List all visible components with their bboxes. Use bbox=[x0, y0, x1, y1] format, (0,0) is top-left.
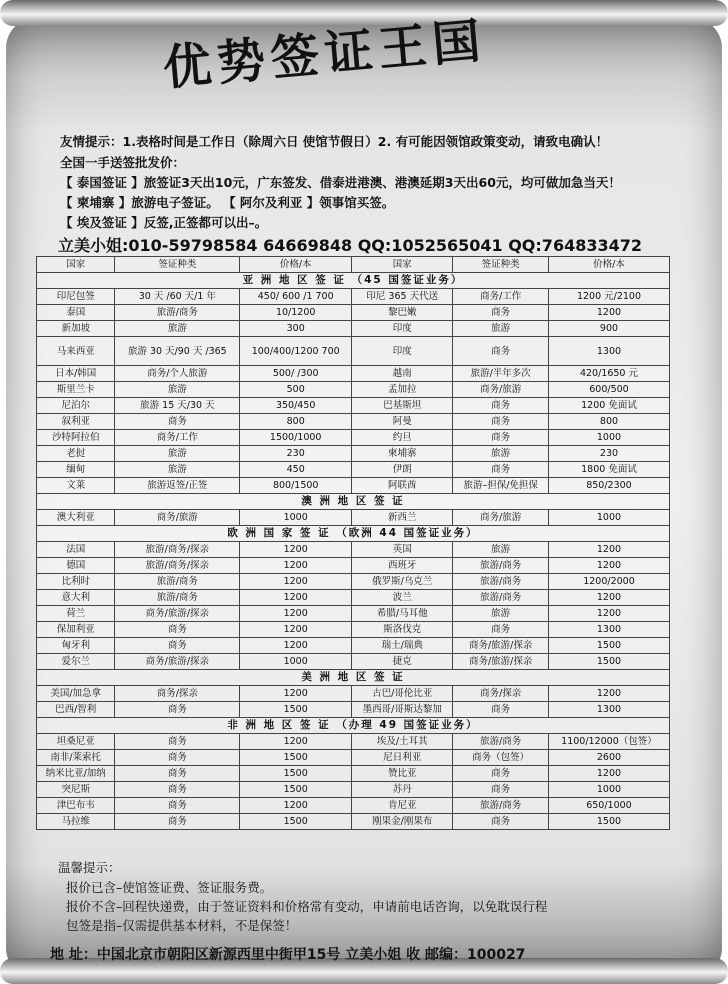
price-cell: 1000 bbox=[548, 510, 669, 526]
country-cell: 比利时 bbox=[37, 574, 115, 590]
visa-type-cell: 旅游 30 天/90 天 /365 bbox=[115, 337, 240, 366]
visa-type-cell: 30 天 /60 天/1 年 bbox=[115, 289, 240, 305]
visa-type-cell: 商务 bbox=[453, 414, 549, 430]
header-country: 国家 bbox=[352, 257, 453, 273]
table-row bbox=[37, 766, 670, 782]
table-row bbox=[37, 305, 670, 321]
visa-type-cell: 商务/工作 bbox=[115, 430, 240, 446]
visa-type-cell: 商务 bbox=[115, 766, 240, 782]
notice-line: 友情提示：1.表格时间是工作日（除周六日 使馆节假日）2. 有可能因领馆政策变动，请致电确认！ bbox=[60, 134, 609, 149]
visa-type-cell: 商务/探亲 bbox=[115, 686, 240, 702]
country-cell: 约旦 bbox=[352, 430, 453, 446]
country-cell: 保加利亚 bbox=[37, 622, 115, 638]
visa-type-cell: 旅游/商务 bbox=[453, 558, 549, 574]
header-price: 价格/本 bbox=[240, 257, 352, 273]
price-cell: 1000 bbox=[548, 782, 669, 798]
visa-type-cell: 旅游/商务 bbox=[115, 590, 240, 606]
visa-type-cell: 商务 bbox=[453, 305, 549, 321]
country-cell: 坦桑尼亚 bbox=[37, 734, 115, 750]
price-cell: 1200 bbox=[240, 558, 352, 574]
country-cell: 英国 bbox=[352, 542, 453, 558]
country-cell: 波兰 bbox=[352, 590, 453, 606]
table-row bbox=[37, 750, 670, 766]
visa-type-cell: 旅游返签/正签 bbox=[115, 478, 240, 494]
country-cell: 巴基斯坦 bbox=[352, 398, 453, 414]
price-cell: 10/1200 bbox=[240, 305, 352, 321]
visa-type-cell: 商务 bbox=[453, 702, 549, 718]
section-title: 澳 洲 地 区 签 证 bbox=[37, 494, 670, 510]
visa-type-cell: 旅游/半年多次 bbox=[453, 366, 549, 382]
table-row bbox=[37, 622, 670, 638]
table-row bbox=[37, 289, 670, 305]
price-cell: 1500 bbox=[240, 702, 352, 718]
visa-type-cell: 旅游/商务 bbox=[453, 574, 549, 590]
table-body bbox=[37, 273, 670, 830]
country-cell: 意大利 bbox=[37, 590, 115, 606]
country-cell: 法国 bbox=[37, 542, 115, 558]
visa-type-cell: 旅游 15 天/30 天 bbox=[115, 398, 240, 414]
visa-type-cell: 商务 bbox=[453, 462, 549, 478]
table-row bbox=[37, 398, 670, 414]
visa-type-cell: 商务 bbox=[115, 702, 240, 718]
visa-type-cell: 旅游 bbox=[453, 606, 549, 622]
price-cell: 1200 bbox=[548, 606, 669, 622]
country-cell: 南非/莱索托 bbox=[37, 750, 115, 766]
price-cell: 1200 bbox=[548, 766, 669, 782]
price-cell: 1500 bbox=[240, 750, 352, 766]
country-cell: 德国 bbox=[37, 558, 115, 574]
country-cell: 苏丹 bbox=[352, 782, 453, 798]
country-cell: 老挝 bbox=[37, 446, 115, 462]
table-row bbox=[37, 366, 670, 382]
country-cell: 美国/加急拿 bbox=[37, 686, 115, 702]
table-row bbox=[37, 798, 670, 814]
price-cell: 1500 bbox=[548, 814, 669, 830]
price-cell: 1200 bbox=[548, 686, 669, 702]
price-cell: 500/ /300 bbox=[240, 366, 352, 382]
price-cell: 450 bbox=[240, 462, 352, 478]
table-row bbox=[37, 638, 670, 654]
price-cell: 1500 bbox=[240, 782, 352, 798]
country-cell: 刚果金/刚果布 bbox=[352, 814, 453, 830]
country-cell: 巴西/智利 bbox=[37, 702, 115, 718]
address-line: 地 址：中国北京市朝阳区新源西里中街甲15号 立美小姐 收 邮编：100027 bbox=[50, 947, 526, 963]
price-cell: 1200 bbox=[240, 574, 352, 590]
country-cell: 泰国 bbox=[37, 305, 115, 321]
table-row bbox=[37, 606, 670, 622]
visa-type-cell: 旅游 bbox=[453, 542, 549, 558]
section-title: 美 洲 地 区 签 证 bbox=[37, 670, 670, 686]
price-cell: 1200/2000 bbox=[548, 574, 669, 590]
price-cell: 1200 bbox=[548, 542, 669, 558]
country-cell: 柬埔寨 bbox=[352, 446, 453, 462]
price-cell: 1200 元/2100 bbox=[548, 289, 669, 305]
header-visa-type: 签证种类 bbox=[453, 257, 549, 273]
visa-type-cell: 商务 bbox=[115, 414, 240, 430]
header-price: 价格/本 bbox=[548, 257, 669, 273]
visa-type-cell: 旅游 bbox=[453, 321, 549, 337]
visa-type-cell: 商务 bbox=[453, 430, 549, 446]
visa-type-cell: 商务 bbox=[453, 622, 549, 638]
header-visa-type: 签证种类 bbox=[115, 257, 240, 273]
visa-type-cell: 商务/旅游/探亲 bbox=[115, 606, 240, 622]
country-cell: 爱尔兰 bbox=[37, 654, 115, 670]
price-cell: 100/400/1200 700 bbox=[240, 337, 352, 366]
country-cell: 突尼斯 bbox=[37, 782, 115, 798]
table-row bbox=[37, 734, 670, 750]
country-cell: 新加坡 bbox=[37, 321, 115, 337]
visa-type-cell: 旅游/商务 bbox=[453, 798, 549, 814]
country-cell: 印度 bbox=[352, 321, 453, 337]
visa-type-cell: 商务 bbox=[453, 814, 549, 830]
price-cell: 1500 bbox=[240, 766, 352, 782]
country-cell: 阿联酋 bbox=[352, 478, 453, 494]
price-cell: 650/1000 bbox=[548, 798, 669, 814]
country-cell: 澳大利亚 bbox=[37, 510, 115, 526]
country-cell: 叙利亚 bbox=[37, 414, 115, 430]
country-cell: 墨西哥/哥斯达黎加 bbox=[352, 702, 453, 718]
table-row bbox=[37, 446, 670, 462]
visa-type-cell: 商务/旅游 bbox=[453, 382, 549, 398]
notice-line: 【 埃及签证 】反签,正签都可以出–。 bbox=[60, 215, 268, 230]
country-cell: 尼日利亚 bbox=[352, 750, 453, 766]
price-cell: 1000 bbox=[240, 654, 352, 670]
price-cell: 2600 bbox=[548, 750, 669, 766]
visa-type-cell: 商务/旅游 bbox=[115, 510, 240, 526]
visa-type-cell: 商务/旅游/探亲 bbox=[453, 638, 549, 654]
price-cell: 1200 bbox=[548, 305, 669, 321]
price-cell: 1300 bbox=[548, 622, 669, 638]
price-cell: 420/1650 元 bbox=[548, 366, 669, 382]
country-cell: 印尼 365 天代送 bbox=[352, 289, 453, 305]
visa-type-cell: 旅游 bbox=[115, 446, 240, 462]
table-row bbox=[37, 321, 670, 337]
table-row bbox=[37, 430, 670, 446]
price-cell: 1100/12000（包签） bbox=[548, 734, 669, 750]
visa-type-cell: 商务/旅游 bbox=[453, 510, 549, 526]
price-cell: 450/ 600 /1 700 bbox=[240, 289, 352, 305]
price-cell: 1300 bbox=[548, 337, 669, 366]
table-row bbox=[37, 686, 670, 702]
visa-type-cell: 商务 bbox=[453, 766, 549, 782]
table-header-row bbox=[37, 257, 670, 273]
visa-type-cell: 旅游 bbox=[115, 462, 240, 478]
visa-type-cell: 旅游/商务 bbox=[453, 590, 549, 606]
table-row bbox=[37, 382, 670, 398]
price-cell: 230 bbox=[548, 446, 669, 462]
country-cell: 日本/韩国 bbox=[37, 366, 115, 382]
section-title: 欧 洲 国 家 签 证 （欧洲 44 国签证业务） bbox=[37, 526, 670, 542]
price-cell: 1300 bbox=[548, 702, 669, 718]
price-cell: 1500/1000 bbox=[240, 430, 352, 446]
country-cell: 瑞士/瑞典 bbox=[352, 638, 453, 654]
visa-type-cell: 旅游/商务 bbox=[115, 305, 240, 321]
country-cell: 马拉维 bbox=[37, 814, 115, 830]
price-cell: 1500 bbox=[548, 654, 669, 670]
visa-type-cell: 商务/旅游/探亲 bbox=[453, 654, 549, 670]
country-cell: 捷克 bbox=[352, 654, 453, 670]
visa-type-cell: 商务 bbox=[453, 398, 549, 414]
price-cell: 850/2300 bbox=[548, 478, 669, 494]
country-cell: 伊朗 bbox=[352, 462, 453, 478]
visa-type-cell: 商务 bbox=[115, 622, 240, 638]
table-row bbox=[37, 510, 670, 526]
footer-line: 包签是指–仅需提供基本材料，不是保签！ bbox=[66, 918, 298, 933]
price-cell: 1200 bbox=[548, 558, 669, 574]
price-cell: 1200 bbox=[240, 542, 352, 558]
notice-line: 全国一手送签批发价： bbox=[60, 155, 186, 170]
price-cell: 1000 bbox=[548, 430, 669, 446]
visa-type-cell: 商务 bbox=[453, 337, 549, 366]
footer-line: 报价已含–使馆签证费、签证服务费。 bbox=[66, 880, 273, 895]
country-cell: 埃及/土耳其 bbox=[352, 734, 453, 750]
price-cell: 1200 bbox=[240, 622, 352, 638]
price-cell: 1000 bbox=[240, 510, 352, 526]
country-cell: 黎巴嫩 bbox=[352, 305, 453, 321]
country-cell: 印度 bbox=[352, 337, 453, 366]
price-cell: 800 bbox=[240, 414, 352, 430]
table-row bbox=[37, 558, 670, 574]
table-row bbox=[37, 702, 670, 718]
visa-type-cell: 商务 bbox=[115, 782, 240, 798]
header-country: 国家 bbox=[37, 257, 115, 273]
visa-type-cell: 商务/旅游/探亲 bbox=[115, 654, 240, 670]
visa-type-cell: 商务 bbox=[115, 750, 240, 766]
notice-line: 【 柬埔寨 】旅游电子签证。 【 阿尔及利亚 】领事馆买签。 bbox=[60, 195, 395, 210]
visa-type-cell: 商务 bbox=[115, 638, 240, 654]
table-row bbox=[37, 462, 670, 478]
visa-type-cell: 旅游/商务/探亲 bbox=[115, 558, 240, 574]
country-cell: 俄罗斯/乌克兰 bbox=[352, 574, 453, 590]
visa-type-cell: 商务 bbox=[115, 814, 240, 830]
country-cell: 肯尼亚 bbox=[352, 798, 453, 814]
section-header-row bbox=[37, 526, 670, 542]
table-row bbox=[37, 654, 670, 670]
price-cell: 1200 bbox=[240, 686, 352, 702]
visa-type-cell: 旅游/商务/探亲 bbox=[115, 542, 240, 558]
page-title: 优势签证王国 bbox=[160, 12, 489, 97]
price-cell: 300 bbox=[240, 321, 352, 337]
visa-type-cell: 商务 bbox=[115, 798, 240, 814]
price-cell: 1200 免面试 bbox=[548, 398, 669, 414]
price-cell: 500 bbox=[240, 382, 352, 398]
footer-line: 报价不含–回程快递费，由于签证资料和价格常有变动，申请前电话咨询，以免耽误行程 bbox=[66, 899, 548, 914]
table-row bbox=[37, 542, 670, 558]
notice-line: 【 泰国签证 】旅签证3天出10元，广东签发、借泰进港澳、港澳延期3天出60元，均可做加急当天！ bbox=[60, 175, 621, 190]
visa-type-cell: 商务/工作 bbox=[453, 289, 549, 305]
section-header-row bbox=[37, 718, 670, 734]
country-cell: 古巴/哥伦比亚 bbox=[352, 686, 453, 702]
price-cell: 1200 bbox=[240, 606, 352, 622]
country-cell: 尼泊尔 bbox=[37, 398, 115, 414]
price-cell: 1200 bbox=[240, 734, 352, 750]
price-cell: 1800 免面试 bbox=[548, 462, 669, 478]
visa-type-cell: 旅游/商务 bbox=[115, 574, 240, 590]
price-cell: 900 bbox=[548, 321, 669, 337]
price-cell: 800 bbox=[548, 414, 669, 430]
visa-price-table bbox=[36, 256, 670, 830]
price-cell: 600/500 bbox=[548, 382, 669, 398]
visa-type-cell: 商务/个人旅游 bbox=[115, 366, 240, 382]
table-row bbox=[37, 414, 670, 430]
table-row bbox=[37, 590, 670, 606]
price-cell: 350/450 bbox=[240, 398, 352, 414]
table-row bbox=[37, 337, 670, 366]
price-cell: 800/1500 bbox=[240, 478, 352, 494]
visa-type-cell: 商务 bbox=[453, 782, 549, 798]
visa-type-cell: 旅游 bbox=[453, 446, 549, 462]
price-cell: 230 bbox=[240, 446, 352, 462]
contact-line: 立美小姐:010-59798584 64669848 QQ:1052565041 QQ:764833472 bbox=[58, 236, 643, 255]
price-cell: 1500 bbox=[240, 814, 352, 830]
country-cell: 津巴布韦 bbox=[37, 798, 115, 814]
country-cell: 孟加拉 bbox=[352, 382, 453, 398]
visa-type-cell: 旅游 bbox=[115, 382, 240, 398]
country-cell: 马来西亚 bbox=[37, 337, 115, 366]
price-cell: 1200 bbox=[240, 590, 352, 606]
country-cell: 沙特阿拉伯 bbox=[37, 430, 115, 446]
country-cell: 印尼包签 bbox=[37, 289, 115, 305]
visa-type-cell: 旅游–担保/免担保 bbox=[453, 478, 549, 494]
table-row bbox=[37, 782, 670, 798]
visa-type-cell: 旅游/商务 bbox=[453, 734, 549, 750]
country-cell: 阿曼 bbox=[352, 414, 453, 430]
country-cell: 希腊/马耳他 bbox=[352, 606, 453, 622]
country-cell: 越南 bbox=[352, 366, 453, 382]
visa-type-cell: 旅游 bbox=[115, 321, 240, 337]
table-row bbox=[37, 814, 670, 830]
visa-type-cell: 商务/探亲 bbox=[453, 686, 549, 702]
country-cell: 荷兰 bbox=[37, 606, 115, 622]
section-title: 亚 洲 地 区 签 证 （45 国签证业务） bbox=[37, 273, 670, 289]
country-cell: 斯洛伐克 bbox=[352, 622, 453, 638]
price-cell: 1200 bbox=[240, 638, 352, 654]
country-cell: 斯里兰卡 bbox=[37, 382, 115, 398]
country-cell: 赞比亚 bbox=[352, 766, 453, 782]
price-cell: 1500 bbox=[548, 638, 669, 654]
country-cell: 新西兰 bbox=[352, 510, 453, 526]
visa-type-cell: 商务（包签） bbox=[453, 750, 549, 766]
price-cell: 1200 bbox=[548, 590, 669, 606]
country-cell: 匈牙利 bbox=[37, 638, 115, 654]
section-header-row bbox=[37, 273, 670, 289]
footer-title: 温馨提示： bbox=[58, 860, 121, 875]
price-cell: 1200 bbox=[240, 798, 352, 814]
section-header-row bbox=[37, 670, 670, 686]
country-cell: 缅甸 bbox=[37, 462, 115, 478]
visa-type-cell: 商务 bbox=[115, 734, 240, 750]
country-cell: 文莱 bbox=[37, 478, 115, 494]
section-header-row bbox=[37, 494, 670, 510]
section-title: 非 洲 地 区 签 证 （办理 49 国签证业务） bbox=[37, 718, 670, 734]
country-cell: 纳米比亚/加纳 bbox=[37, 766, 115, 782]
country-cell: 西班牙 bbox=[352, 558, 453, 574]
table-row bbox=[37, 574, 670, 590]
table-row bbox=[37, 478, 670, 494]
